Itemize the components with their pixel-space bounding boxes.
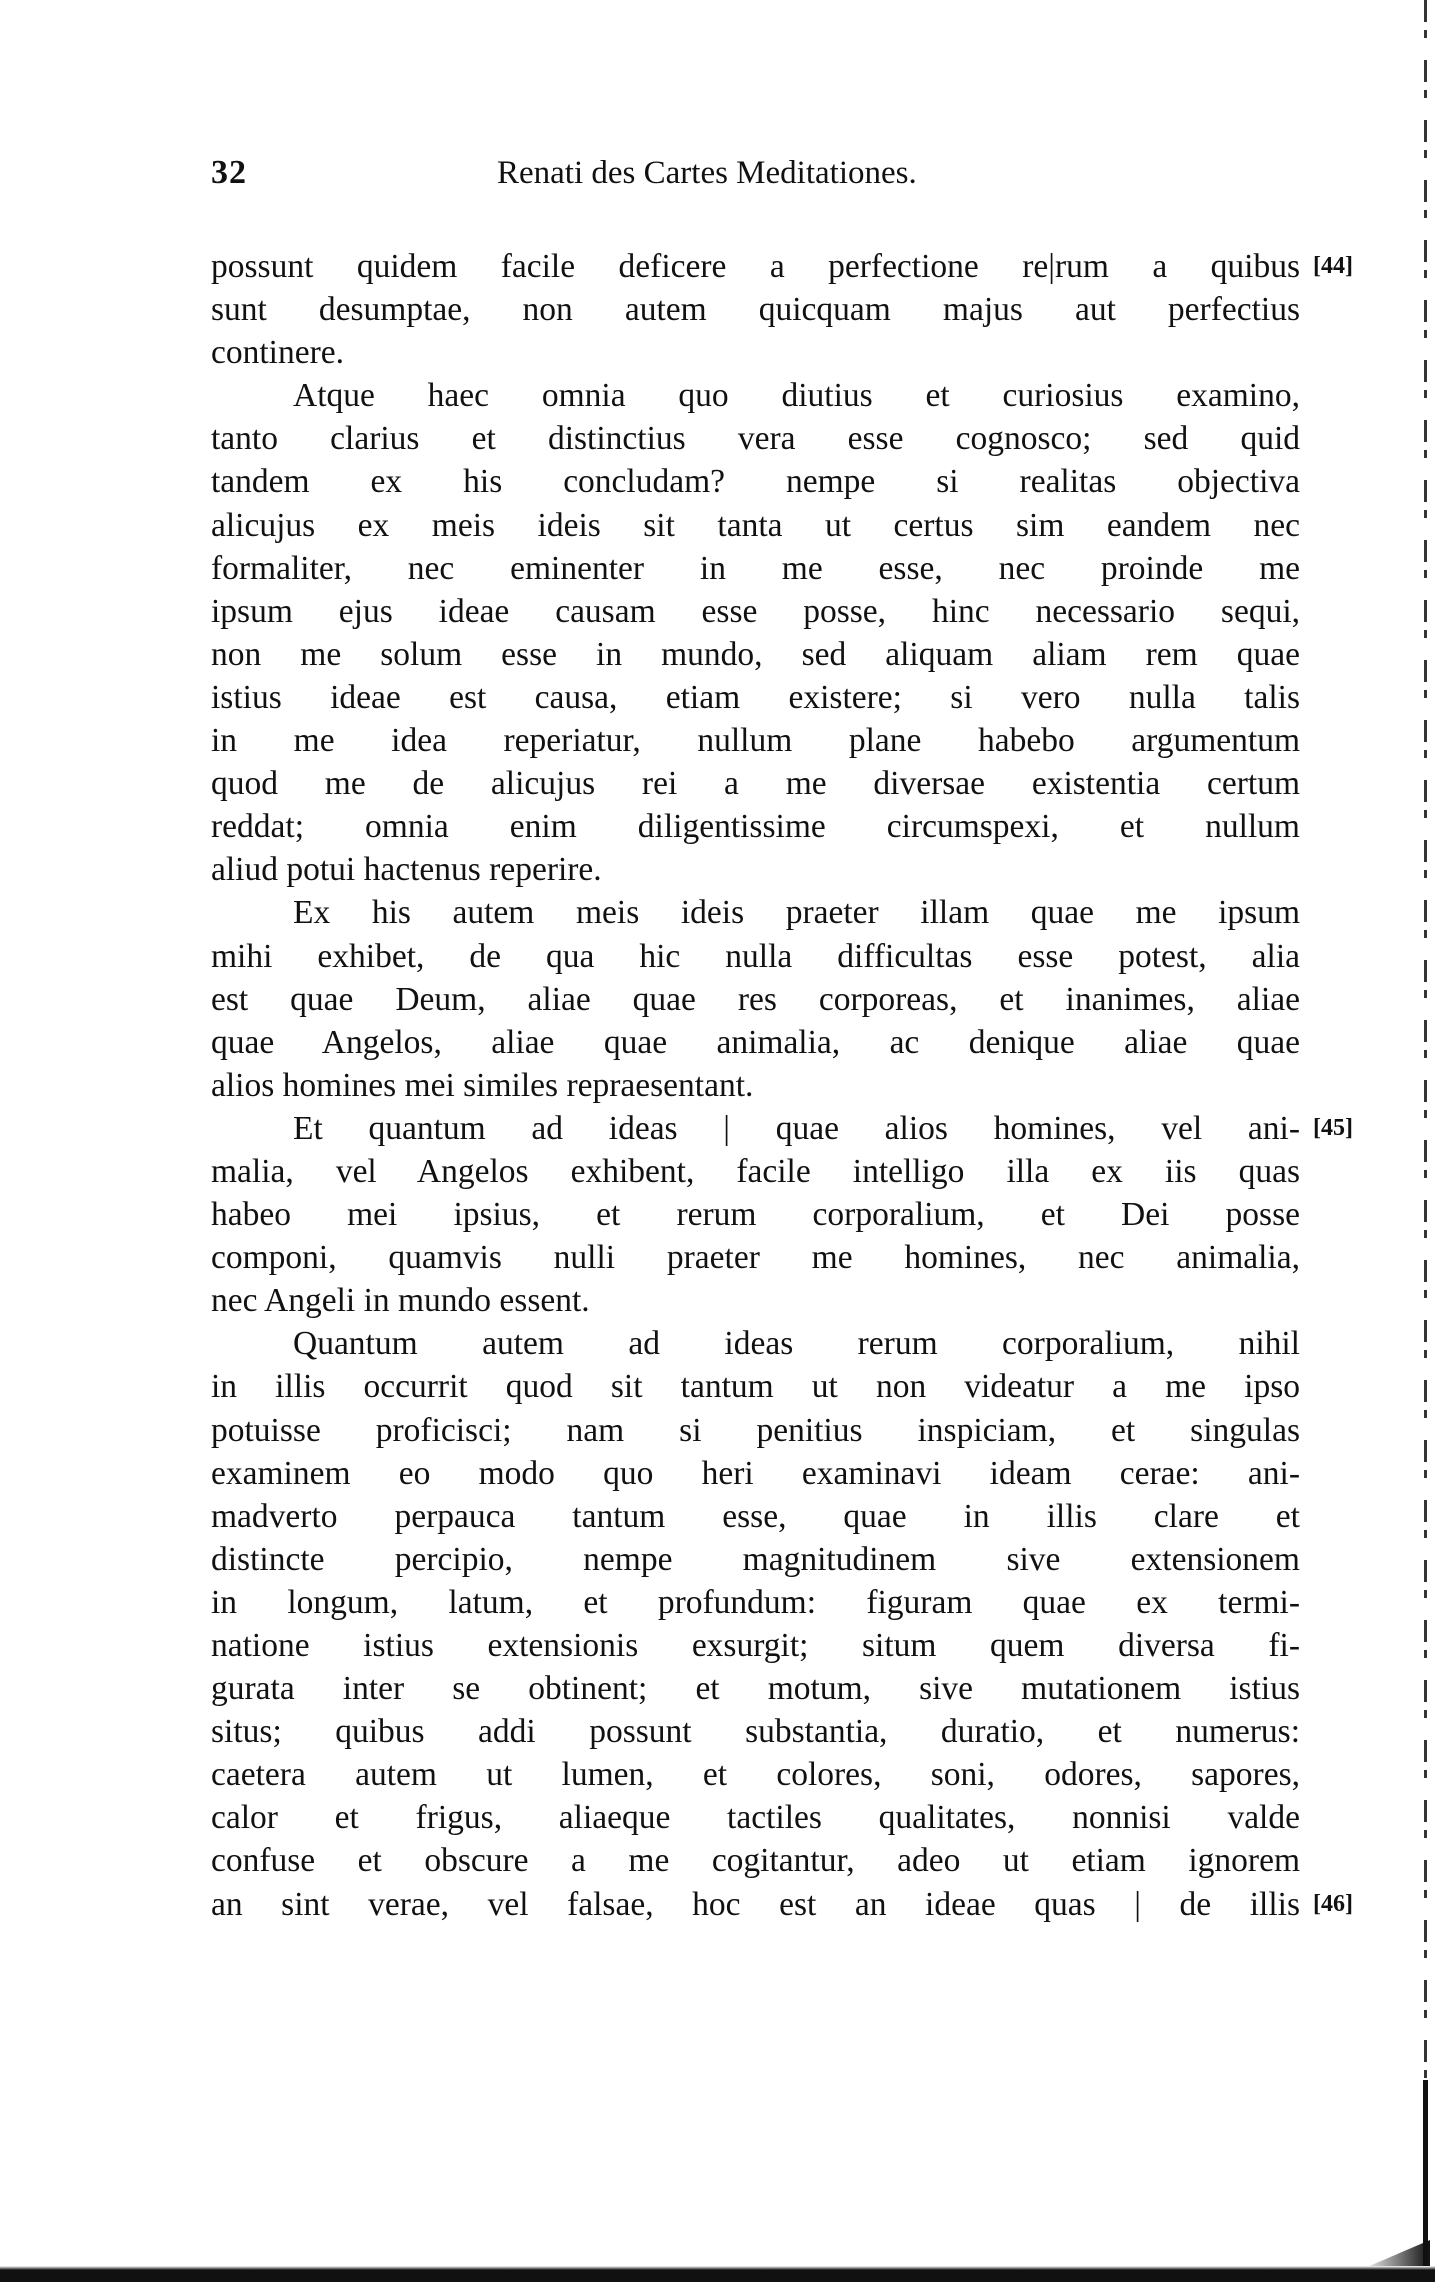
line-text: in longum, latum, et profundum: figuram quae ex termi- <box>211 1583 1300 1621</box>
text-line <box>211 1796 1300 1839</box>
page-edge-right <box>1424 0 1427 2282</box>
line-text: quae Angelos, aliae quae animalia, ac denique aliae quae <box>211 1023 1300 1061</box>
line-text: an sint verae, vel falsae, hoc est an ideae quas | de illis <box>211 1885 1300 1923</box>
line-text: confuse et obscure a me cogitantur, adeo ut etiam ignorem <box>211 1842 1300 1880</box>
line-text: formaliter, nec eminenter in me esse, nec proinde me <box>211 549 1300 587</box>
line-text: malia, vel Angelos exhibent, facile intelligo illa ex iis quas <box>211 1152 1300 1190</box>
line-text: aliud potui hactenus reperire. <box>211 851 602 889</box>
text-line <box>211 1883 1353 1926</box>
line-text: tandem ex his concludam? nempe si realitas objectiva <box>211 463 1300 501</box>
running-head <box>211 150 1301 196</box>
text-line <box>211 331 1300 374</box>
text-line <box>211 805 1300 848</box>
text-line <box>211 633 1300 676</box>
page-edge-bottom <box>0 2266 1435 2282</box>
text-line <box>211 935 1300 978</box>
line-text: Et quantum ad ideas | quae alios homines, vel ani- <box>293 1109 1300 1147</box>
text-line <box>211 504 1300 547</box>
page-number: 32 <box>211 154 247 191</box>
text-line <box>211 288 1300 331</box>
margin-page-reference: [46] <box>1313 1890 1353 1917</box>
text-line <box>211 762 1300 805</box>
line-text: est quae Deum, aliae quae res corporeas, et inanimes, aliae <box>211 980 1300 1018</box>
text-line <box>211 1365 1300 1408</box>
text-line <box>211 1107 1353 1150</box>
text-line <box>211 1150 1300 1193</box>
text-line <box>211 1064 1300 1107</box>
text-line <box>211 676 1300 719</box>
line-text: possunt quidem facile deficere a perfectione re|rum a quibus <box>211 248 1300 285</box>
line-text: in me idea reperiatur, nullum plane habebo argumentum <box>211 722 1300 760</box>
line-text: istius ideae est causa, etiam existere; si vero nulla talis <box>211 678 1300 716</box>
text-line <box>211 1710 1300 1753</box>
line-text: in illis occurrit quod sit tantum ut non videatur a me ipso <box>211 1368 1300 1406</box>
text-line <box>211 460 1300 503</box>
text-line <box>211 719 1300 762</box>
text-line <box>211 978 1300 1021</box>
text-line <box>211 1279 1300 1322</box>
line-text: Quantum autem ad ideas rerum corporalium, nihil <box>293 1325 1300 1363</box>
line-text: reddat; omnia enim diligentissime circumspexi, et nullum <box>211 808 1300 846</box>
line-text: natione istius extensionis exsurgit; situm quem diversa fi- <box>211 1627 1300 1664</box>
line-text: situs; quibus addi possunt substantia, duratio, et numerus: <box>211 1713 1300 1751</box>
text-line <box>211 1839 1300 1882</box>
line-text: Atque haec omnia quo diutius et curiosius examino, <box>293 377 1300 415</box>
text-line <box>211 1667 1300 1710</box>
line-text: mihi exhibet, de qua hic nulla difficultas esse potest, alia <box>211 937 1300 975</box>
line-text: calor et frigus, aliaeque tactiles qualitates, nonnisi valde <box>211 1799 1300 1837</box>
line-text: examinem eo modo quo heri examinavi ideam cerae: ani- <box>211 1454 1300 1492</box>
line-text: alios homines mei similes repraesentant. <box>211 1066 754 1104</box>
line-text: ipsum ejus ideae causam esse posse, hinc necessario sequi, <box>211 592 1300 630</box>
text-line <box>211 1753 1300 1796</box>
text-line <box>211 245 1353 288</box>
text-line <box>211 891 1300 934</box>
text-line <box>211 417 1300 460</box>
line-text: quod me de alicujus rei a me diversae existentia certum <box>211 765 1300 803</box>
text-line <box>211 848 1300 891</box>
line-text: sunt desumptae, non autem quicquam majus aut perfectius <box>211 291 1300 329</box>
line-text: distincte percipio, nempe magnitudinem sive extensionem <box>211 1540 1300 1578</box>
line-text: gurata inter se obtinent; et motum, sive mutationem istius <box>211 1670 1300 1708</box>
line-text: Ex his autem meis ideis praeter illam quae me ipsum <box>293 894 1300 932</box>
line-text: alicujus ex meis ideis sit tanta ut certus sim eandem nec <box>211 506 1300 544</box>
line-text: componi, quamvis nulli praeter me homines, nec animalia, <box>211 1239 1300 1277</box>
text-line <box>211 1452 1300 1495</box>
text-line <box>211 1495 1300 1538</box>
running-title: Renati des Cartes Meditationes. <box>497 155 917 191</box>
text-line <box>211 1538 1300 1581</box>
body-text <box>211 245 1353 1926</box>
line-text: caetera autem ut lumen, et colores, soni, odores, sapores, <box>211 1756 1300 1794</box>
line-text: non me solum esse in mundo, sed aliquam aliam rem quae <box>211 635 1300 673</box>
line-text: continere. <box>211 334 345 372</box>
text-line <box>211 1236 1300 1279</box>
text-line <box>211 1193 1300 1236</box>
line-text: madverto perpauca tantum esse, quae in illis clare et <box>211 1497 1300 1535</box>
line-text: tanto clarius et distinctius vera esse cognosco; sed quid <box>211 420 1300 458</box>
line-text: potuisse proficisci; nam si penitius inspiciam, et singulas <box>211 1411 1300 1449</box>
margin-page-reference: [45] <box>1313 1114 1353 1141</box>
line-text: nec Angeli in mundo essent. <box>211 1282 590 1320</box>
text-line <box>211 547 1300 590</box>
text-line <box>211 1021 1300 1064</box>
text-line <box>211 1624 1300 1667</box>
text-line <box>211 1322 1300 1365</box>
text-line <box>211 374 1300 417</box>
line-text: habeo mei ipsius, et rerum corporalium, et Dei posse <box>211 1196 1300 1234</box>
text-line <box>211 590 1300 633</box>
margin-page-reference: [44] <box>1313 253 1353 279</box>
text-line <box>211 1581 1300 1624</box>
text-line <box>211 1409 1300 1452</box>
